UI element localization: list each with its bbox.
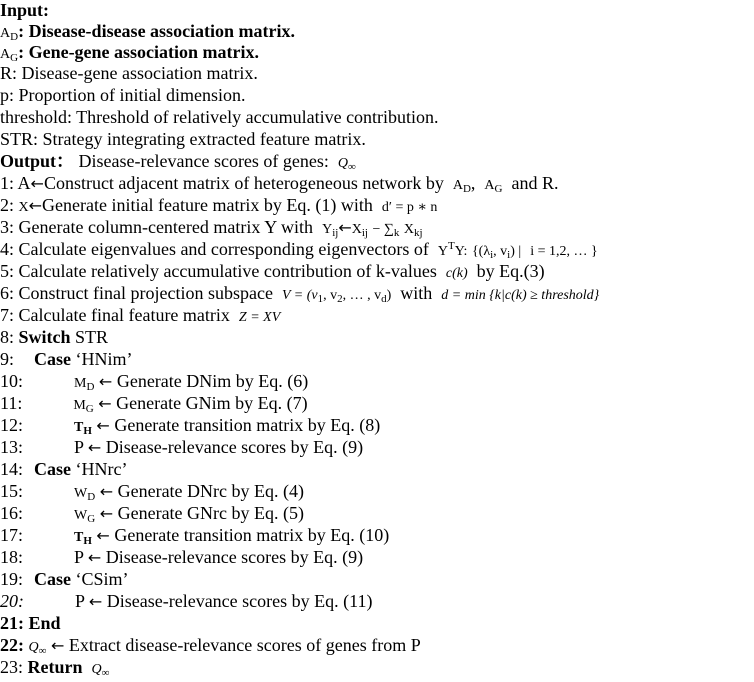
step-13: 13: P ← Disease-relevance scores by Eq. (9) <box>0 437 364 457</box>
input-item-str: STR: Strategy integrating extracted feature matrix. <box>0 129 366 149</box>
input-item-p: p: Proportion of initial dimension. <box>0 85 246 105</box>
step-12: 12: $T_H$ ← Generate transition matrix by Eq. (8) <box>0 415 381 437</box>
input-item-ad: $A_D$: Disease-disease association matrix. <box>0 21 296 43</box>
step-9: 9: Case ‘HNim’ <box>0 349 133 369</box>
step-16: 16: $W_G$ ← Generate GNrc by Eq. (5) <box>0 503 305 525</box>
step-14: 14: Case ‘HNrc’ <box>0 459 128 479</box>
step-17: 17: $T_H$ ← Generate transition matrix by Eq. (10) <box>0 525 390 547</box>
input-item-r: R: Disease-gene association matrix. <box>0 63 258 83</box>
input-item-ag: $A_G$: Gene-gene association matrix. <box>0 42 260 64</box>
step-1: 1: A←Construct adjacent matrix of heterogeneous network by $A_D$, $A_G$ and R. <box>0 173 559 195</box>
step-21: 21: End <box>0 613 61 633</box>
output-line: Output： Disease-relevance scores of genes: $Q_\infty$ <box>0 151 356 173</box>
step-11: 11: $M_G$ ← Generate GNim by Eq. (7) <box>0 393 308 415</box>
step-18: 18: P ← Disease-relevance scores by Eq. (9) <box>0 547 364 567</box>
step-23: 23: Return $Q_\infty$ <box>0 657 110 679</box>
step-20: 20: P ← Disease-relevance scores by Eq. (11) <box>0 591 373 611</box>
step-8: 8: Switch STR <box>0 327 109 347</box>
step-5: 5: Calculate relatively accumulative contribution of k-values c(k) by Eq.(3) <box>0 261 545 281</box>
step-3: 3: Generate column-centered matrix Y with $Y_{ij}\leftarrow X_{ij} - \sum_k$ $X_{kj}$ <box>0 217 423 239</box>
step-4: 4: Calculate eigenvalues and corresponding eigenvectors of $Y^TY$: {($\lambda_i$, $v_i$) | i = 1,2, … } <box>0 239 598 261</box>
step-6: 6: Construct final projection subspace $V = (v_1$, $v_2$, … , $v_d$) with d = min {k|c(k) ≥ threshold} <box>0 283 600 305</box>
input-heading: Input: <box>0 0 50 20</box>
step-15: 15: $W_D$ ← Generate DNrc by Eq. (4) <box>0 481 305 503</box>
step-19: 19: Case ‘CSim’ <box>0 569 129 589</box>
step-22: 22: $Q_\infty$ ← Extract disease-relevance scores of genes from P <box>0 635 421 657</box>
input-item-threshold: threshold: Threshold of relatively accumulative contribution. <box>0 107 439 127</box>
step-10: 10: $M_D$ ← Generate DNim by Eq. (6) <box>0 371 309 393</box>
step-2: 2: X←Generate initial feature matrix by Eq. (1) with d′ = p ∗ n <box>0 195 438 215</box>
step-7: 7: Calculate final feature matrix Z = XV <box>0 305 281 325</box>
